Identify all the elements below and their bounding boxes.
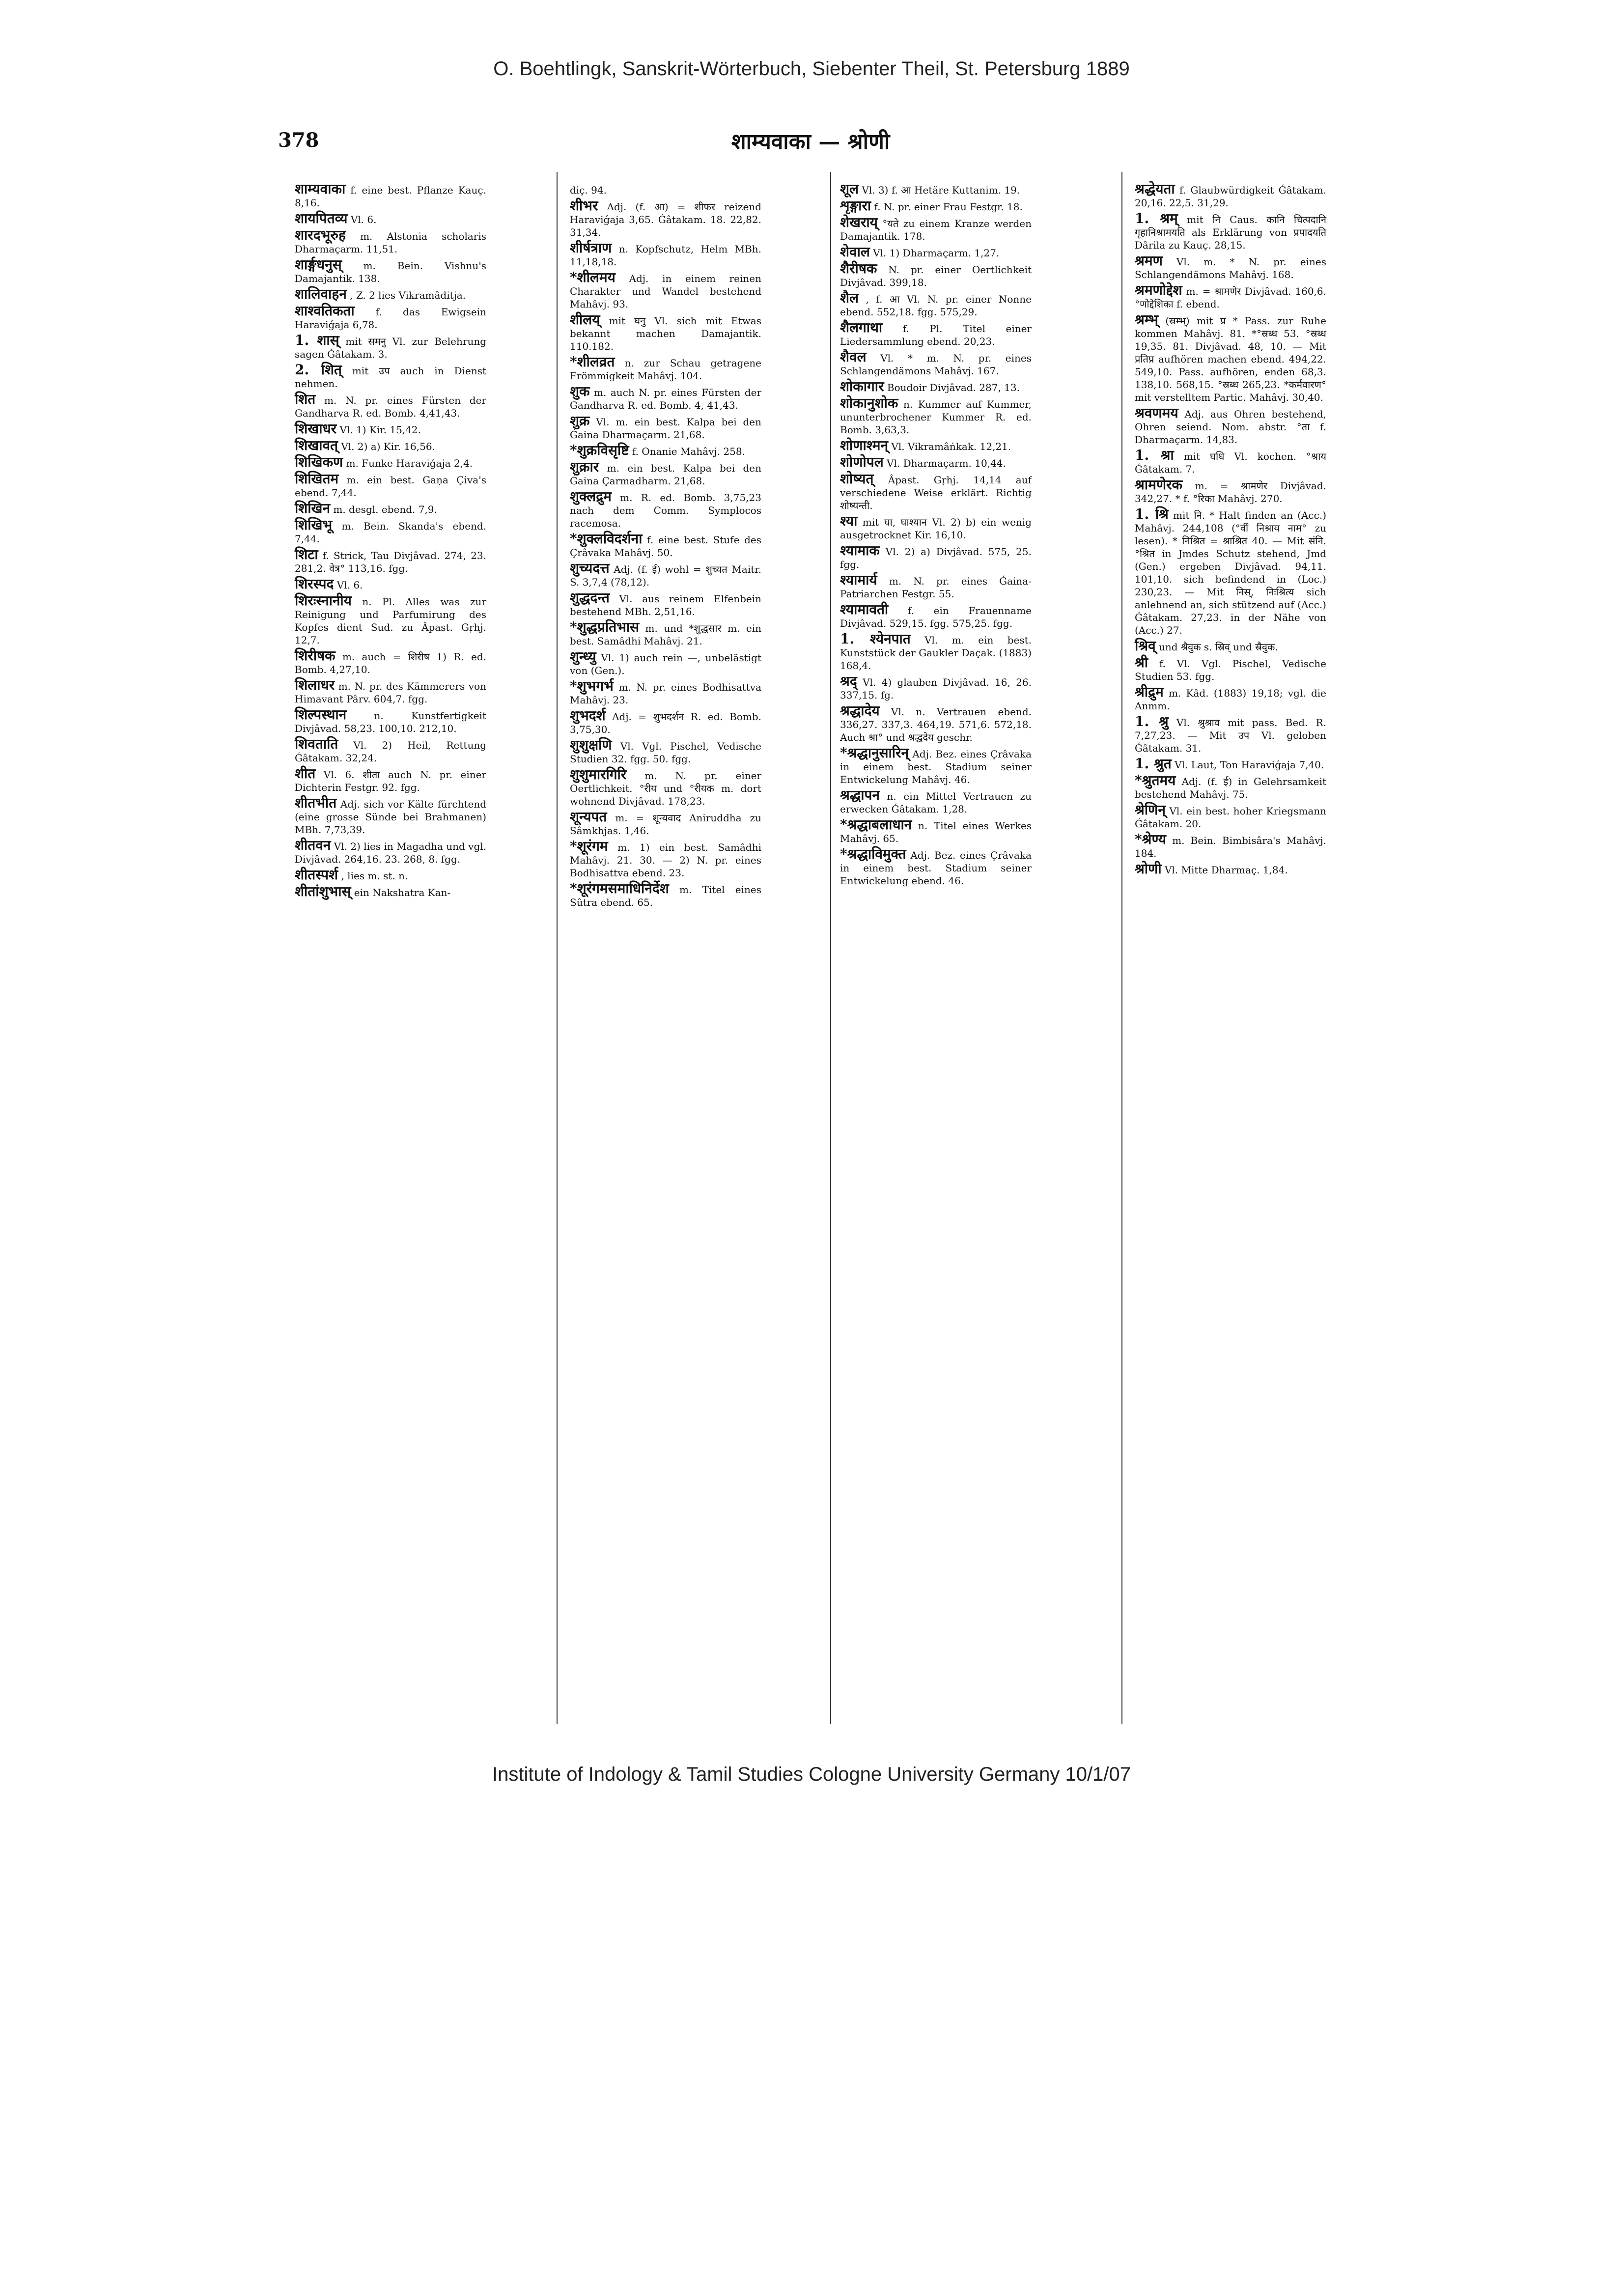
dictionary-entry bbox=[1135, 284, 1326, 310]
entry-definition: mit समनु Vl. zur Belehrung sagen Ǵâtakam. 3. bbox=[295, 336, 487, 360]
dictionary-entry bbox=[840, 544, 1032, 571]
dictionary-entry bbox=[570, 811, 761, 837]
entry-headword: शीतवन bbox=[295, 837, 331, 853]
entry-headword: शृङ्गारा bbox=[840, 197, 871, 214]
entry-definition: Adj. = शुभदर्शन R. ed. Bomb. 3,75,30. bbox=[570, 711, 762, 735]
entry-definition: mit घा, घाश्यान Vl. 2) b) ein wenig ausgetrocknet Kir. 16,10. bbox=[840, 516, 1032, 541]
dictionary-entry bbox=[840, 603, 1032, 630]
dictionary-entry bbox=[295, 305, 486, 331]
entry-headword: श्या bbox=[840, 513, 858, 529]
entry-headword: *श्रद्धानुसारिन् bbox=[840, 745, 909, 761]
entry-definition: Vl. Mitte Dharmaç. 1,84. bbox=[1164, 864, 1288, 876]
entry-headword: शूल bbox=[840, 181, 859, 197]
dictionary-entry bbox=[570, 415, 761, 441]
entry-definition: f. N. pr. einer Frau Festgr. 18. bbox=[874, 201, 1023, 213]
dictionary-entry bbox=[840, 848, 1032, 887]
entry-definition: m. desgl. ebend. 7,9. bbox=[333, 504, 437, 515]
entry-definition: , lies m. st. n. bbox=[341, 870, 408, 882]
entry-headword: शैल bbox=[840, 290, 859, 306]
entry-definition: Vl. 2) a) Divjâvad. 575, 25. fgg. bbox=[840, 546, 1032, 570]
entry-definition: f. Vl. Vgl. Pischel, Vedische Studien 53. fgg. bbox=[1135, 658, 1326, 682]
dictionary-entry bbox=[1135, 254, 1326, 281]
entry-headword: शैरीषक bbox=[840, 260, 877, 277]
dictionary-entry bbox=[295, 578, 486, 591]
entry-headword: *शुद्धप्रतिभास bbox=[570, 619, 640, 635]
entry-headword: शोणोपल bbox=[840, 454, 884, 470]
entry-headword: शुशुक्षणि bbox=[570, 737, 612, 753]
dictionary-entry bbox=[295, 839, 486, 866]
entry-definition: f. Onanie Mahâvj. 258. bbox=[632, 446, 745, 457]
dictionary-entry bbox=[570, 490, 761, 530]
dictionary-column-2 bbox=[570, 183, 761, 912]
entry-definition: mit घनु Vl. sich mit Etwas bekannt machen Damajantik. 110.182. bbox=[570, 315, 762, 352]
dictionary-entry bbox=[295, 502, 486, 516]
dictionary-entry bbox=[295, 439, 486, 453]
entry-headword: 1. शास् bbox=[295, 332, 339, 348]
entry-definition: Vl. 4) glauben Divjâvad. 16, 26. 337,15. fg. bbox=[840, 676, 1032, 701]
entry-headword: शुद्धदन्त bbox=[570, 589, 610, 606]
entry-headword: श्यामाक bbox=[840, 542, 880, 559]
entry-headword: शेखराय् bbox=[840, 214, 878, 230]
dictionary-entry bbox=[1135, 774, 1326, 801]
entry-headword: शिरःस्नानीय bbox=[295, 592, 352, 609]
entry-definition: m. Funke Haraviǵaja 2,4. bbox=[346, 457, 473, 469]
entry-headword: शिखिन bbox=[295, 500, 330, 516]
dictionary-entry bbox=[1135, 313, 1326, 404]
dictionary-entry bbox=[295, 649, 486, 676]
dictionary-entry bbox=[570, 444, 761, 458]
dictionary-entry bbox=[570, 768, 761, 808]
entry-headword: श्रोणी bbox=[1135, 861, 1162, 877]
entry-definition: m. N. pr. eines Fürsten der Gandharva R. ed. Bomb. 4,41,43. bbox=[295, 394, 486, 419]
entry-definition: m. = शून्यवाद Aniruddha zu Sâmkhjas. 1,46. bbox=[570, 812, 761, 837]
entry-headword: *शुभगर्भ bbox=[570, 678, 614, 694]
entry-headword: शीतभीत bbox=[295, 795, 337, 811]
dictionary-entry bbox=[295, 183, 486, 209]
entry-definition: m. ein best. Gaṇa Çiva's ebend. 7,44. bbox=[295, 474, 486, 499]
dictionary-entry bbox=[840, 321, 1032, 348]
entry-definition: Adj. (f. आ) = शीफर reizend Haraviǵaja 3,65. Ǵâtakam. 18. 22,82. 31,34. bbox=[570, 201, 762, 238]
entry-definition: Adj. Bez. eines Çrâvaka in einem best. Stadium seiner Entwickelung Mahâvj. 46. bbox=[840, 748, 1032, 785]
entry-headword: शाम्यवाका bbox=[295, 181, 346, 197]
dictionary-entry bbox=[1135, 183, 1326, 209]
entry-definition: Vl. 2) Heil, Rettung Ǵâtakam. 32,24. bbox=[295, 739, 487, 764]
entry-headword: शून्यपत bbox=[570, 809, 607, 825]
entry-definition: Adj. in einem reinen Charakter und Wandel bestehend Mahâvj. 93. bbox=[570, 273, 762, 310]
entry-headword: *शुक्लविदर्शना bbox=[570, 531, 643, 547]
dictionary-entry bbox=[1135, 449, 1326, 476]
entry-headword: *शीलमय bbox=[570, 269, 616, 285]
dictionary-entry bbox=[295, 594, 486, 646]
entry-headword: श्रामणेरक bbox=[1135, 476, 1183, 493]
entry-headword: 1. श्रि bbox=[1135, 506, 1169, 522]
entry-headword: शुन्ध्यु bbox=[570, 648, 596, 665]
entry-definition: , Z. 2 lies Vikramâditja. bbox=[350, 289, 466, 301]
dictionary-entry bbox=[1135, 715, 1326, 755]
dictionary-entry bbox=[570, 882, 761, 909]
column-divider bbox=[1121, 172, 1122, 1724]
dictionary-entry bbox=[840, 397, 1032, 436]
dictionary-entry bbox=[570, 680, 761, 706]
entry-headword: श्रद्धादेय bbox=[840, 702, 880, 719]
dictionary-entry bbox=[840, 473, 1032, 512]
running-head: शाम्यवाका — श्रोणी bbox=[731, 129, 890, 154]
entry-headword: *श्रद्धाविमुक्त bbox=[840, 846, 906, 862]
entry-headword: शुक bbox=[570, 383, 590, 399]
dictionary-entry bbox=[570, 709, 761, 736]
entry-headword: श्रमणोद्देश bbox=[1135, 282, 1182, 298]
dictionary-entry bbox=[295, 708, 486, 735]
entry-definition: f. eine best. Pflanze Kauç. 8,16. bbox=[295, 184, 486, 209]
entry-definition: Vl. 1) auch rein —, unbelästigt von (Gen.). bbox=[570, 652, 762, 676]
entry-definition: Vl. Vgl. Pischel, Vedische Studien 32. fgg. 50. fgg. bbox=[570, 740, 761, 765]
dictionary-column-4 bbox=[1135, 183, 1326, 879]
dictionary-entry bbox=[570, 591, 761, 618]
entry-headword: शोष्यत् bbox=[840, 471, 874, 487]
dictionary-entry bbox=[840, 747, 1032, 786]
entry-definition: f. Strick, Tau Divjâvad. 274, 23. 281,2. वेत्र° 113,16. fgg. bbox=[295, 550, 487, 574]
entry-headword: 2. शित् bbox=[295, 362, 342, 378]
entry-headword: श्रद्धापन bbox=[840, 787, 880, 803]
entry-headword: 1. श्रुत bbox=[1135, 756, 1172, 772]
dictionary-entry bbox=[570, 562, 761, 588]
entry-definition: f. Glaubwürdigkeit Ǵâtakam. 20,16. 22,5. 31,29. bbox=[1135, 184, 1327, 209]
column-divider bbox=[557, 172, 558, 1724]
entry-definition: Vl. Dharmaçarm. 10,44. bbox=[887, 457, 1006, 469]
entry-definition: m. Alstonia scholaris Dharmaçarm. 11,51. bbox=[295, 230, 486, 255]
dictionary-entry bbox=[840, 704, 1032, 744]
entry-definition: n. Kunstfertigkeit Divjâvad. 58,23. 100,10. 212,10. bbox=[295, 710, 486, 734]
dictionary-entry bbox=[840, 456, 1032, 470]
entry-headword: शिवताति bbox=[295, 736, 338, 752]
entry-definition: mit घधि Vl. kochen. °श्राय Ǵâtakam. 7. bbox=[1135, 450, 1326, 475]
dictionary-entry bbox=[295, 288, 486, 302]
entry-headword: *शूरंगमसमाधिनिर्देश bbox=[570, 880, 669, 896]
entry-headword: शालिवाहन bbox=[295, 286, 347, 302]
dictionary-entry bbox=[840, 246, 1032, 259]
dictionary-entry bbox=[840, 351, 1032, 377]
entry-definition: m. Bein. Vishnu's Damajantik. 138. bbox=[295, 260, 486, 284]
dictionary-entry bbox=[295, 548, 486, 575]
entry-headword: श्रेणिन् bbox=[1135, 802, 1166, 818]
entry-definition: Adj. (f. ई) wohl = शुच्यत Maitr. S. 3,7,4 (78,12). bbox=[570, 563, 761, 588]
entry-definition: m. Kâd. (1883) 19,18; vgl. die Anmm. bbox=[1135, 687, 1326, 712]
entry-definition: n. ein Mittel Vertrauen zu erwecken Ǵâtakam. 1,28. bbox=[840, 790, 1032, 815]
dictionary-entry bbox=[295, 258, 486, 285]
entry-headword: श्रद् bbox=[840, 673, 857, 689]
dictionary-entry bbox=[1135, 833, 1326, 860]
entry-headword: शिखिभू bbox=[295, 517, 333, 533]
dictionary-entry bbox=[1135, 686, 1326, 712]
entry-headword: *शूरंगम bbox=[570, 838, 608, 854]
entry-definition: Adj. aus Ohren bestehend, Ohren seiend. Nom. abstr. °ता f. Dharmaçarm. 14,83. bbox=[1135, 408, 1326, 446]
dictionary-entry bbox=[840, 216, 1032, 243]
entry-headword: 1. श्रा bbox=[1135, 447, 1174, 463]
entry-headword: शीतस्पर्श bbox=[295, 867, 338, 883]
entry-headword: शोकागार bbox=[840, 378, 884, 394]
column-divider bbox=[830, 172, 831, 1724]
entry-definition: m. und *शुद्धसार m. ein best. Samâdhi Mahâvj. 21. bbox=[570, 622, 762, 647]
dictionary-entry bbox=[1135, 407, 1326, 446]
dictionary-column-3 bbox=[840, 183, 1032, 890]
entry-headword: शिखितम bbox=[295, 471, 339, 487]
entry-definition: m. Titel eines Sûtra ebend. 65. bbox=[570, 884, 761, 908]
entry-definition: m. auch = शिरीष 1) R. ed. Bomb. 4,27,10. bbox=[295, 651, 486, 675]
dictionary-entry bbox=[570, 650, 761, 677]
entry-definition: m. = श्रामणेर Divjâvad. 342,27. * f. °रिका Mahâvj. 270. bbox=[1135, 480, 1326, 504]
entry-headword: शिरस्पद bbox=[295, 576, 334, 592]
entry-definition: m. N. pr. einer Oertlichkeit. °रीय und °रीयक m. dort wohnend Divjâvad. 178,23. bbox=[570, 770, 761, 807]
entry-definition: f. Pl. Titel einer Liedersammlung ebend. 20,23. bbox=[840, 323, 1032, 347]
entry-definition: n. Kummer auf Kummer, ununterbrochener Kummer R. ed. Bomb. 3,63,3. bbox=[840, 398, 1032, 436]
entry-definition: Adj. sich vor Kälte fürchtend (eine grosse Sünde bei Brahmanen) MBh. 7,73,39. bbox=[295, 798, 487, 836]
entry-definition: mit नि Caus. कानि चित्पदानि गृहानिश्रामयति als Erklärung von प्रपादयति Dârila zu Kauç. 28,15. bbox=[1135, 214, 1326, 251]
entry-headword: शिलाधर bbox=[295, 677, 335, 693]
dictionary-entry bbox=[840, 818, 1032, 845]
entry-headword: शीभर bbox=[570, 197, 598, 214]
entry-headword: शीत bbox=[295, 765, 316, 782]
entry-headword: 1. श्रम् bbox=[1135, 210, 1178, 226]
entry-definition: n. Titel eines Werkes Mahâvj. 65. bbox=[840, 820, 1032, 844]
entry-headword: शार्ङ्गधनुस् bbox=[295, 256, 342, 273]
entry-definition: m. = श्रामणेर Divjâvad. 160,6. °णोद्देशिका f. ebend. bbox=[1135, 285, 1326, 310]
dictionary-entry bbox=[295, 334, 486, 361]
entry-headword: शिल्पस्थान bbox=[295, 706, 347, 723]
dictionary-entry bbox=[295, 212, 486, 226]
dictionary-entry bbox=[570, 739, 761, 765]
entry-headword: श्रमण bbox=[1135, 252, 1163, 269]
entry-definition: Adj. Bez. eines Çrâvaka in einem best. Stadium seiner Entwickelung ebend. 46. bbox=[840, 849, 1032, 887]
dictionary-entry bbox=[1135, 640, 1326, 653]
entry-definition: °यते zu einem Kranze werden Damajantik. 178. bbox=[840, 218, 1032, 242]
dictionary-entry bbox=[1135, 863, 1326, 876]
entry-definition: Vl. m. ein best. Kalpa bei den Ǵaina Dharmaçarm. 21,68. bbox=[570, 416, 761, 441]
entry-definition: Âpast. Gṛhj. 14,14 auf verschiedene Weise erklärt. Richtig शोष्यन्ती. bbox=[840, 474, 1032, 511]
entry-definition: m. 1) ein best. Samâdhi Mahâvj. 21. 30. — 2) N. pr. eines Bodhisattva ebend. 23. bbox=[570, 841, 761, 879]
entry-headword: श्यामावती bbox=[840, 601, 889, 617]
entry-headword: श्रिव् bbox=[1135, 638, 1156, 654]
entry-headword: शुच्यदत्त bbox=[570, 560, 610, 576]
entry-headword: शारदभूरुह bbox=[295, 227, 346, 243]
entry-definition: und श्रैवुक s. स्रिव् und स्रैवुक. bbox=[1159, 641, 1278, 653]
dictionary-entry bbox=[570, 199, 761, 239]
dictionary-entry bbox=[295, 738, 486, 764]
entry-definition: Boudoir Divjâvad. 287, 13. bbox=[887, 382, 1020, 393]
dictionary-entry bbox=[295, 229, 486, 255]
entry-headword: शेवाल bbox=[840, 244, 870, 260]
dictionary-entry bbox=[295, 885, 486, 899]
dictionary-entry bbox=[295, 456, 486, 470]
entry-definition: n. Pl. Alles was zur Reinigung und Parfumirung des Kopfes dient Sud. zu Âpast. Gṛhj. 12,7. bbox=[295, 596, 487, 646]
dictionary-entry bbox=[570, 840, 761, 879]
entry-headword: *शीलव्रत bbox=[570, 354, 615, 370]
entry-headword: शोणाश्मन् bbox=[840, 437, 888, 453]
entry-definition: Vl. aus reinem Elfenbein bestehend MBh. 2,51,16. bbox=[570, 593, 762, 617]
entry-definition: Vl. 6. bbox=[350, 214, 377, 225]
entry-definition: m. R. ed. Bomb. 3,75,23 nach dem Comm. Symplocos racemosa. bbox=[570, 492, 761, 529]
entry-definition: Vl. Vikramâṅkak. 12,21. bbox=[891, 441, 1011, 452]
entry-definition: m. auch N. pr. eines Fürsten der Gandharva R. ed. Bomb. 4, 41,43. bbox=[570, 387, 762, 411]
entry-definition: m. Bein. Bimbisâra's Mahâvj. 184. bbox=[1135, 835, 1326, 859]
entry-headword: शिखाधर bbox=[295, 420, 337, 437]
entry-headword: श्री bbox=[1135, 654, 1148, 671]
entry-definition: Vl. m. * N. pr. eines Schlangendämons Mahâvj. 168. bbox=[1135, 256, 1326, 280]
entry-headword: श्रीद्रुम bbox=[1135, 684, 1164, 700]
dictionary-entry bbox=[840, 199, 1032, 213]
entry-definition: n. zur Schau getragene Frömmigkeit Mahâvj. 104. bbox=[570, 357, 761, 382]
dictionary-entry bbox=[840, 789, 1032, 815]
entry-headword: शिखावत् bbox=[295, 437, 338, 453]
dictionary-entry bbox=[570, 461, 761, 487]
entry-headword: श्यामार्य bbox=[840, 572, 877, 588]
entry-definition: Vl. * m. N. pr. eines Schlangendämons Mahâvj. 167. bbox=[840, 352, 1032, 377]
entry-definition: Vl. Laut, Ton Haraviǵaja 7,40. bbox=[1175, 759, 1324, 771]
entry-definition: Vl. 3) f. आ Hetäre Kuttanim. 19. bbox=[862, 184, 1020, 196]
entry-definition: Vl. n. Vertrauen ebend. 336,27. 337,3. 464,19. 571,6. 572,18. Auch श्रा° und श्रद्धदेय geschr. bbox=[840, 706, 1032, 743]
dictionary-entry bbox=[570, 385, 761, 412]
entry-definition: , f. आ Vl. N. pr. einer Nonne ebend. 552,18. fgg. 575,29. bbox=[840, 293, 1032, 318]
entry-definition: mit नि. * Halt finden an (Acc.) Mahâvj. 244,108 (°वीं निश्राय नाम° zu lesen). * निश्रित = श्राश्रित 40. — Mit संनि. °श्रित in Jmdes Schutz stehend, Jmd (Gen.) ergeben Divjâvad. 94,11. 101,10. sich befindend in (Loc.) 230,23. — Mit निस्, निःश्रित्य sich anlehnend an, sich stützend auf (Acc.) Ǵâtakam. 27,23. in der Nähe von (Acc.) 27. bbox=[1135, 509, 1326, 636]
page-number: 378 bbox=[278, 129, 319, 152]
entry-headword: श्रद्धेयता bbox=[1135, 181, 1175, 197]
entry-headword: शायपितव्य bbox=[295, 210, 348, 226]
entry-definition: n. Kopfschutz, Helm MBh. 11,18,18. bbox=[570, 243, 762, 268]
entry-definition: Vl. 2) a) Kir. 16,56. bbox=[341, 441, 435, 452]
entry-headword: शुक्रार bbox=[570, 459, 599, 475]
entry-definition: m. Bein. Skanda's ebend. 7,44. bbox=[295, 520, 486, 545]
entry-definition: N. pr. einer Oertlichkeit Divjâvad. 399,18. bbox=[840, 264, 1032, 288]
dictionary-entry bbox=[295, 797, 486, 836]
dictionary-entry bbox=[1135, 212, 1326, 252]
dictionary-entry bbox=[840, 183, 1032, 196]
dictionary-entry bbox=[1135, 804, 1326, 830]
entry-definition: Vl. 1) Dharmaçarm. 1,27. bbox=[873, 247, 1000, 259]
dictionary-entry bbox=[570, 621, 761, 647]
dictionary-entry bbox=[295, 422, 486, 436]
entry-definition: Vl. 6. शीता auch N. pr. einer Dichterin Festgr. 92. fgg. bbox=[295, 769, 486, 793]
entry-headword: 1. श्रु bbox=[1135, 713, 1169, 729]
dictionary-entry bbox=[570, 532, 761, 559]
dictionary-entry bbox=[840, 292, 1032, 318]
entry-headword: 1. श्येनपात bbox=[840, 631, 911, 647]
entry-definition: f. eine best. Stufe des Çrâvaka Mahâvj. 50. bbox=[570, 534, 762, 559]
entry-definition: Vl. 2) lies in Magadha und vgl. Divjâvad. 264,16. 23. 268, 8. fgg. bbox=[295, 840, 486, 865]
dictionary-entry bbox=[840, 380, 1032, 394]
dictionary-entry bbox=[570, 313, 761, 353]
dictionary-entry bbox=[1135, 508, 1326, 637]
entry-definition: Vl. ein best. hoher Kriegsmann Ǵâtakam. 20. bbox=[1135, 805, 1327, 830]
entry-definition: ein Nakshatra Kan- bbox=[354, 887, 451, 898]
entry-headword: शैलगाथा bbox=[840, 319, 883, 336]
entry-definition: mit उप auch in Dienst nehmen. bbox=[295, 365, 487, 390]
dictionary-entry bbox=[570, 356, 761, 382]
entry-definition: f. ein Frauenname Divjâvad. 529,15. fgg. 575,25. fgg. bbox=[840, 605, 1032, 629]
entry-headword: शुशुमारगिरि bbox=[570, 766, 627, 783]
entry-headword: शिटा bbox=[295, 546, 318, 562]
dictionary-entry bbox=[570, 242, 761, 268]
entry-headword: *श्रेण्य bbox=[1135, 831, 1167, 847]
dictionary-entry bbox=[570, 271, 761, 310]
source-credit: O. Boehtlingk, Sanskrit-Wörterbuch, Siebenter Theil, St. Petersburg 1889 bbox=[493, 58, 1130, 80]
entry-definition: diç. 94. bbox=[570, 184, 607, 196]
institution-credit: Institute of Indology & Tamil Studies Cologne University Germany 10/1/07 bbox=[492, 1764, 1131, 1785]
entry-headword: शुक्लद्रुम bbox=[570, 488, 612, 504]
entry-definition: Vl. 6. bbox=[336, 579, 363, 591]
entry-headword: शित bbox=[295, 391, 316, 407]
dictionary-entry bbox=[295, 679, 486, 705]
entry-definition: m. N. pr. eines Ǵaina-Patriarchen Festgr. 55. bbox=[840, 575, 1032, 600]
dictionary-entry bbox=[295, 364, 486, 390]
entry-definition: (स्रम्भ्) mit प्र * Pass. zur Ruhe kommen Mahâvj. 81. *°स्रब्ध 53. °स्रब्ध 19,35. 81. Divjâvad. 48, 10. — Mit प्रतिप्र aufhören machen ebend. 494,22. 549,10. Pass. aufhören, enden 68,3. 138,10. 568,15. °स्रब्ध 265,23. *कर्मवारण° mit verstelltem Partic. Mahâvj. 30,40. bbox=[1135, 315, 1327, 403]
entry-headword: शाश्वतिकता bbox=[295, 303, 355, 319]
dictionary-entry bbox=[295, 767, 486, 794]
dictionary-entry bbox=[295, 473, 486, 499]
entry-definition: m. N. pr. eines Bodhisattva Mahâvj. 23. bbox=[570, 681, 762, 706]
dictionary-entry bbox=[840, 633, 1032, 672]
dictionary-entry bbox=[1135, 478, 1326, 505]
entry-headword: शुभदर्श bbox=[570, 707, 606, 724]
entry-headword: श्रवणमय bbox=[1135, 405, 1178, 421]
entry-headword: शुक्र bbox=[570, 413, 590, 429]
entry-definition: m. ein best. Kalpa bei den Ǵaina Çarmadharm. 21,68. bbox=[570, 462, 762, 487]
entry-headword: शीलय् bbox=[570, 311, 600, 328]
entry-headword: *शुक्रविसृष्टि bbox=[570, 442, 629, 458]
dictionary-entry bbox=[570, 183, 761, 196]
entry-headword: शीतांशुभास् bbox=[295, 883, 351, 899]
entry-definition: Adj. (f. ई) in Gelehrsamkeit bestehend Mahâvj. 75. bbox=[1135, 776, 1326, 800]
dictionary-entry bbox=[840, 439, 1032, 453]
dictionary-entry bbox=[840, 515, 1032, 541]
entry-headword: *श्रुतमय bbox=[1135, 772, 1176, 788]
dictionary-entry bbox=[295, 393, 486, 420]
entry-headword: शैवल bbox=[840, 349, 867, 365]
entry-headword: शोकानुशोक bbox=[840, 395, 898, 411]
entry-definition: Vl. m. ein best. Kunststück der Gaukler Daçak. (1883) 168,4. bbox=[840, 634, 1032, 672]
dictionary-entry bbox=[840, 574, 1032, 600]
dictionary-column-1 bbox=[295, 183, 486, 902]
dictionary-entry bbox=[295, 519, 486, 545]
entry-headword: शिरीषक bbox=[295, 647, 336, 664]
dictionary-entry bbox=[1135, 656, 1326, 683]
dictionary-entry bbox=[1135, 757, 1326, 771]
entry-headword: शिखिकण bbox=[295, 454, 343, 470]
dictionary-entry bbox=[295, 868, 486, 882]
dictionary-entry bbox=[840, 262, 1032, 289]
entry-definition: Vl. 1) Kir. 15,42. bbox=[339, 424, 421, 436]
entry-headword: श्रम्भ् bbox=[1135, 311, 1158, 328]
dictionary-entry bbox=[840, 675, 1032, 701]
entry-definition: Vl. श्रुश्राव mit pass. Bed. R. 7,27,23. — Mit उप Vl. geloben Ǵâtakam. 31. bbox=[1135, 717, 1326, 754]
entry-definition: f. das Ewigsein Haraviǵaja 6,78. bbox=[295, 306, 486, 331]
entry-definition: m. N. pr. des Kämmerers von Himavant Pârv. 604,7. fgg. bbox=[295, 680, 487, 705]
entry-headword: शीर्षत्राण bbox=[570, 240, 612, 256]
entry-headword: *श्रद्धाबलाधान bbox=[840, 816, 912, 833]
